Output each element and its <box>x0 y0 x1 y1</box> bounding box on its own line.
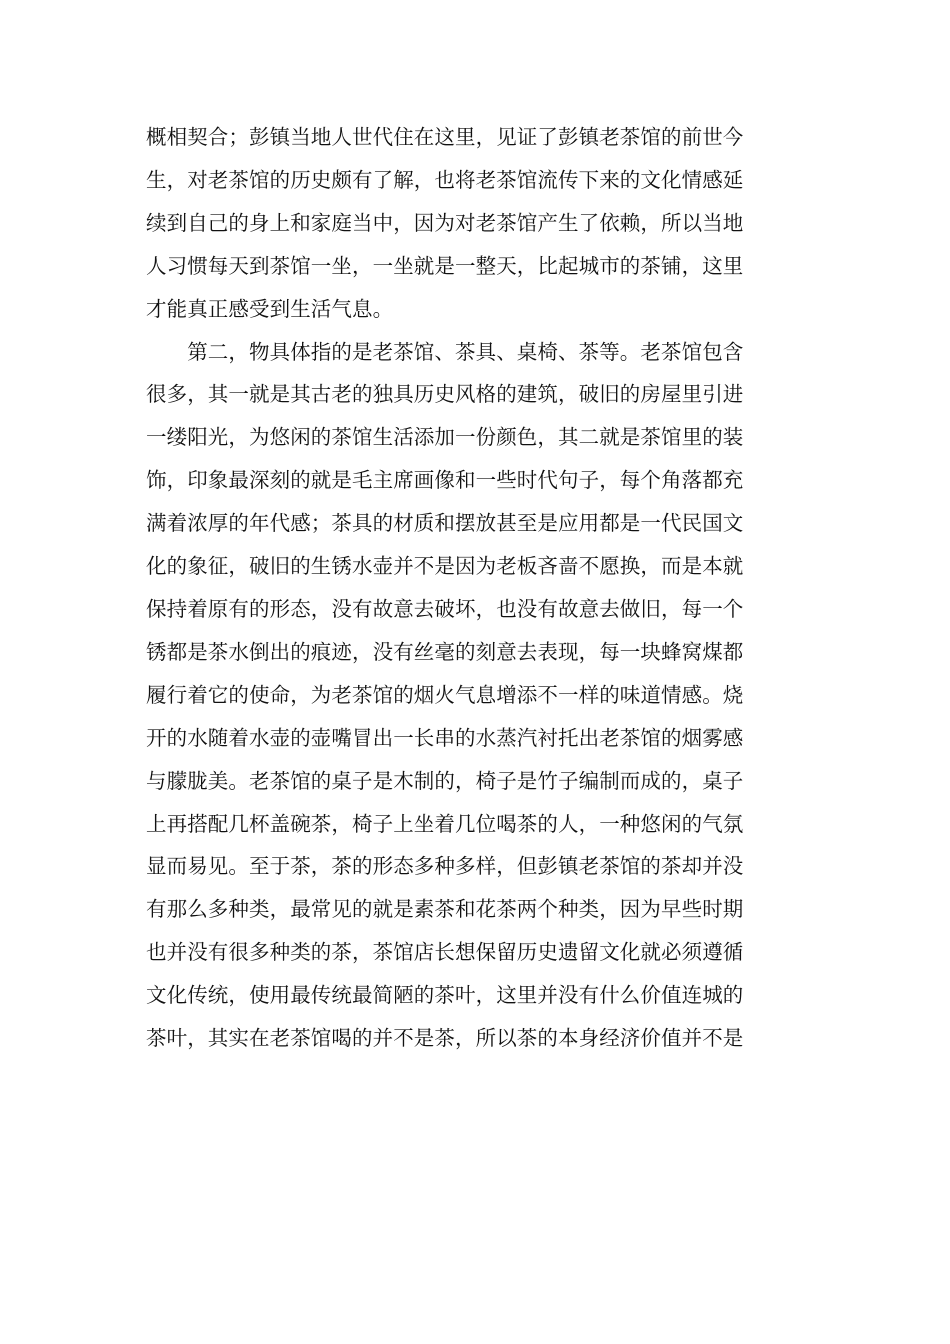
text-line: 第二，物具体指的是老茶馆、茶具、桌椅、茶等。老茶馆包含 <box>146 339 744 364</box>
text-line: 保持着原有的形态，没有故意去破坏，也没有故意去做旧，每一个 <box>146 596 744 621</box>
text-line: 才能真正感受到生活气息。 <box>146 296 394 321</box>
text-line: 文化传统，使用最传统最简陋的茶叶，这里并没有什么价值连城的 <box>146 983 744 1008</box>
text-line: 生，对老茶馆的历史颇有了解，也将老茶馆流传下来的文化情感延 <box>146 167 744 192</box>
text-line: 续到自己的身上和家庭当中，因为对老茶馆产生了依赖，所以当地 <box>146 210 744 235</box>
text-line: 饰，印象最深刻的就是毛主席画像和一些时代句子，每个角落都充 <box>146 468 744 493</box>
text-line: 与朦胧美。老茶馆的桌子是木制的，椅子是竹子编制而成的，桌子 <box>146 768 744 793</box>
paragraph-2 <box>146 331 796 1060</box>
document-body <box>146 116 796 1060</box>
text-line: 有那么多种类，最常见的就是素茶和花茶两个种类，因为早些时期 <box>146 897 744 922</box>
text-line: 概相契合；彭镇当地人世代住在这里，见证了彭镇老茶馆的前世今 <box>146 125 744 149</box>
text-line: 显而易见。至于茶，茶的形态多种多样，但彭镇老茶馆的茶却并没 <box>146 854 744 879</box>
text-line: 很多，其一就是其古老的独具历史风格的建筑，破旧的房屋里引进 <box>146 382 744 407</box>
text-line: 开的水随着水壶的壶嘴冒出一长串的水蒸汽衬托出老茶馆的烟雾感 <box>146 725 744 750</box>
paragraph-1 <box>146 116 796 331</box>
text-line: 上再搭配几杯盖碗茶，椅子上坐着几位喝茶的人，一种悠闲的气氛 <box>146 811 744 836</box>
text-line: 履行着它的使命，为老茶馆的烟火气息增添不一样的味道情感。烧 <box>146 682 744 707</box>
text-line: 一缕阳光，为悠闲的茶馆生活添加一份颜色，其二就是茶馆里的装 <box>146 425 744 450</box>
text-line: 化的象征，破旧的生锈水壶并不是因为老板吝啬不愿换，而是本就 <box>146 554 744 579</box>
text-line: 锈都是茶水倒出的痕迹，没有丝毫的刻意去表现，每一块蜂窝煤都 <box>146 639 744 664</box>
text-line: 满着浓厚的年代感；茶具的材质和摆放甚至是应用都是一代民国文 <box>146 511 744 536</box>
text-line: 也并没有很多种类的茶，茶馆店长想保留历史遗留文化就必须遵循 <box>146 940 744 965</box>
text-line: 人习惯每天到茶馆一坐，一坐就是一整天，比起城市的茶铺，这里 <box>146 253 744 278</box>
text-line: 茶叶，其实在老茶馆喝的并不是茶，所以茶的本身经济价值并不是 <box>146 1026 744 1051</box>
